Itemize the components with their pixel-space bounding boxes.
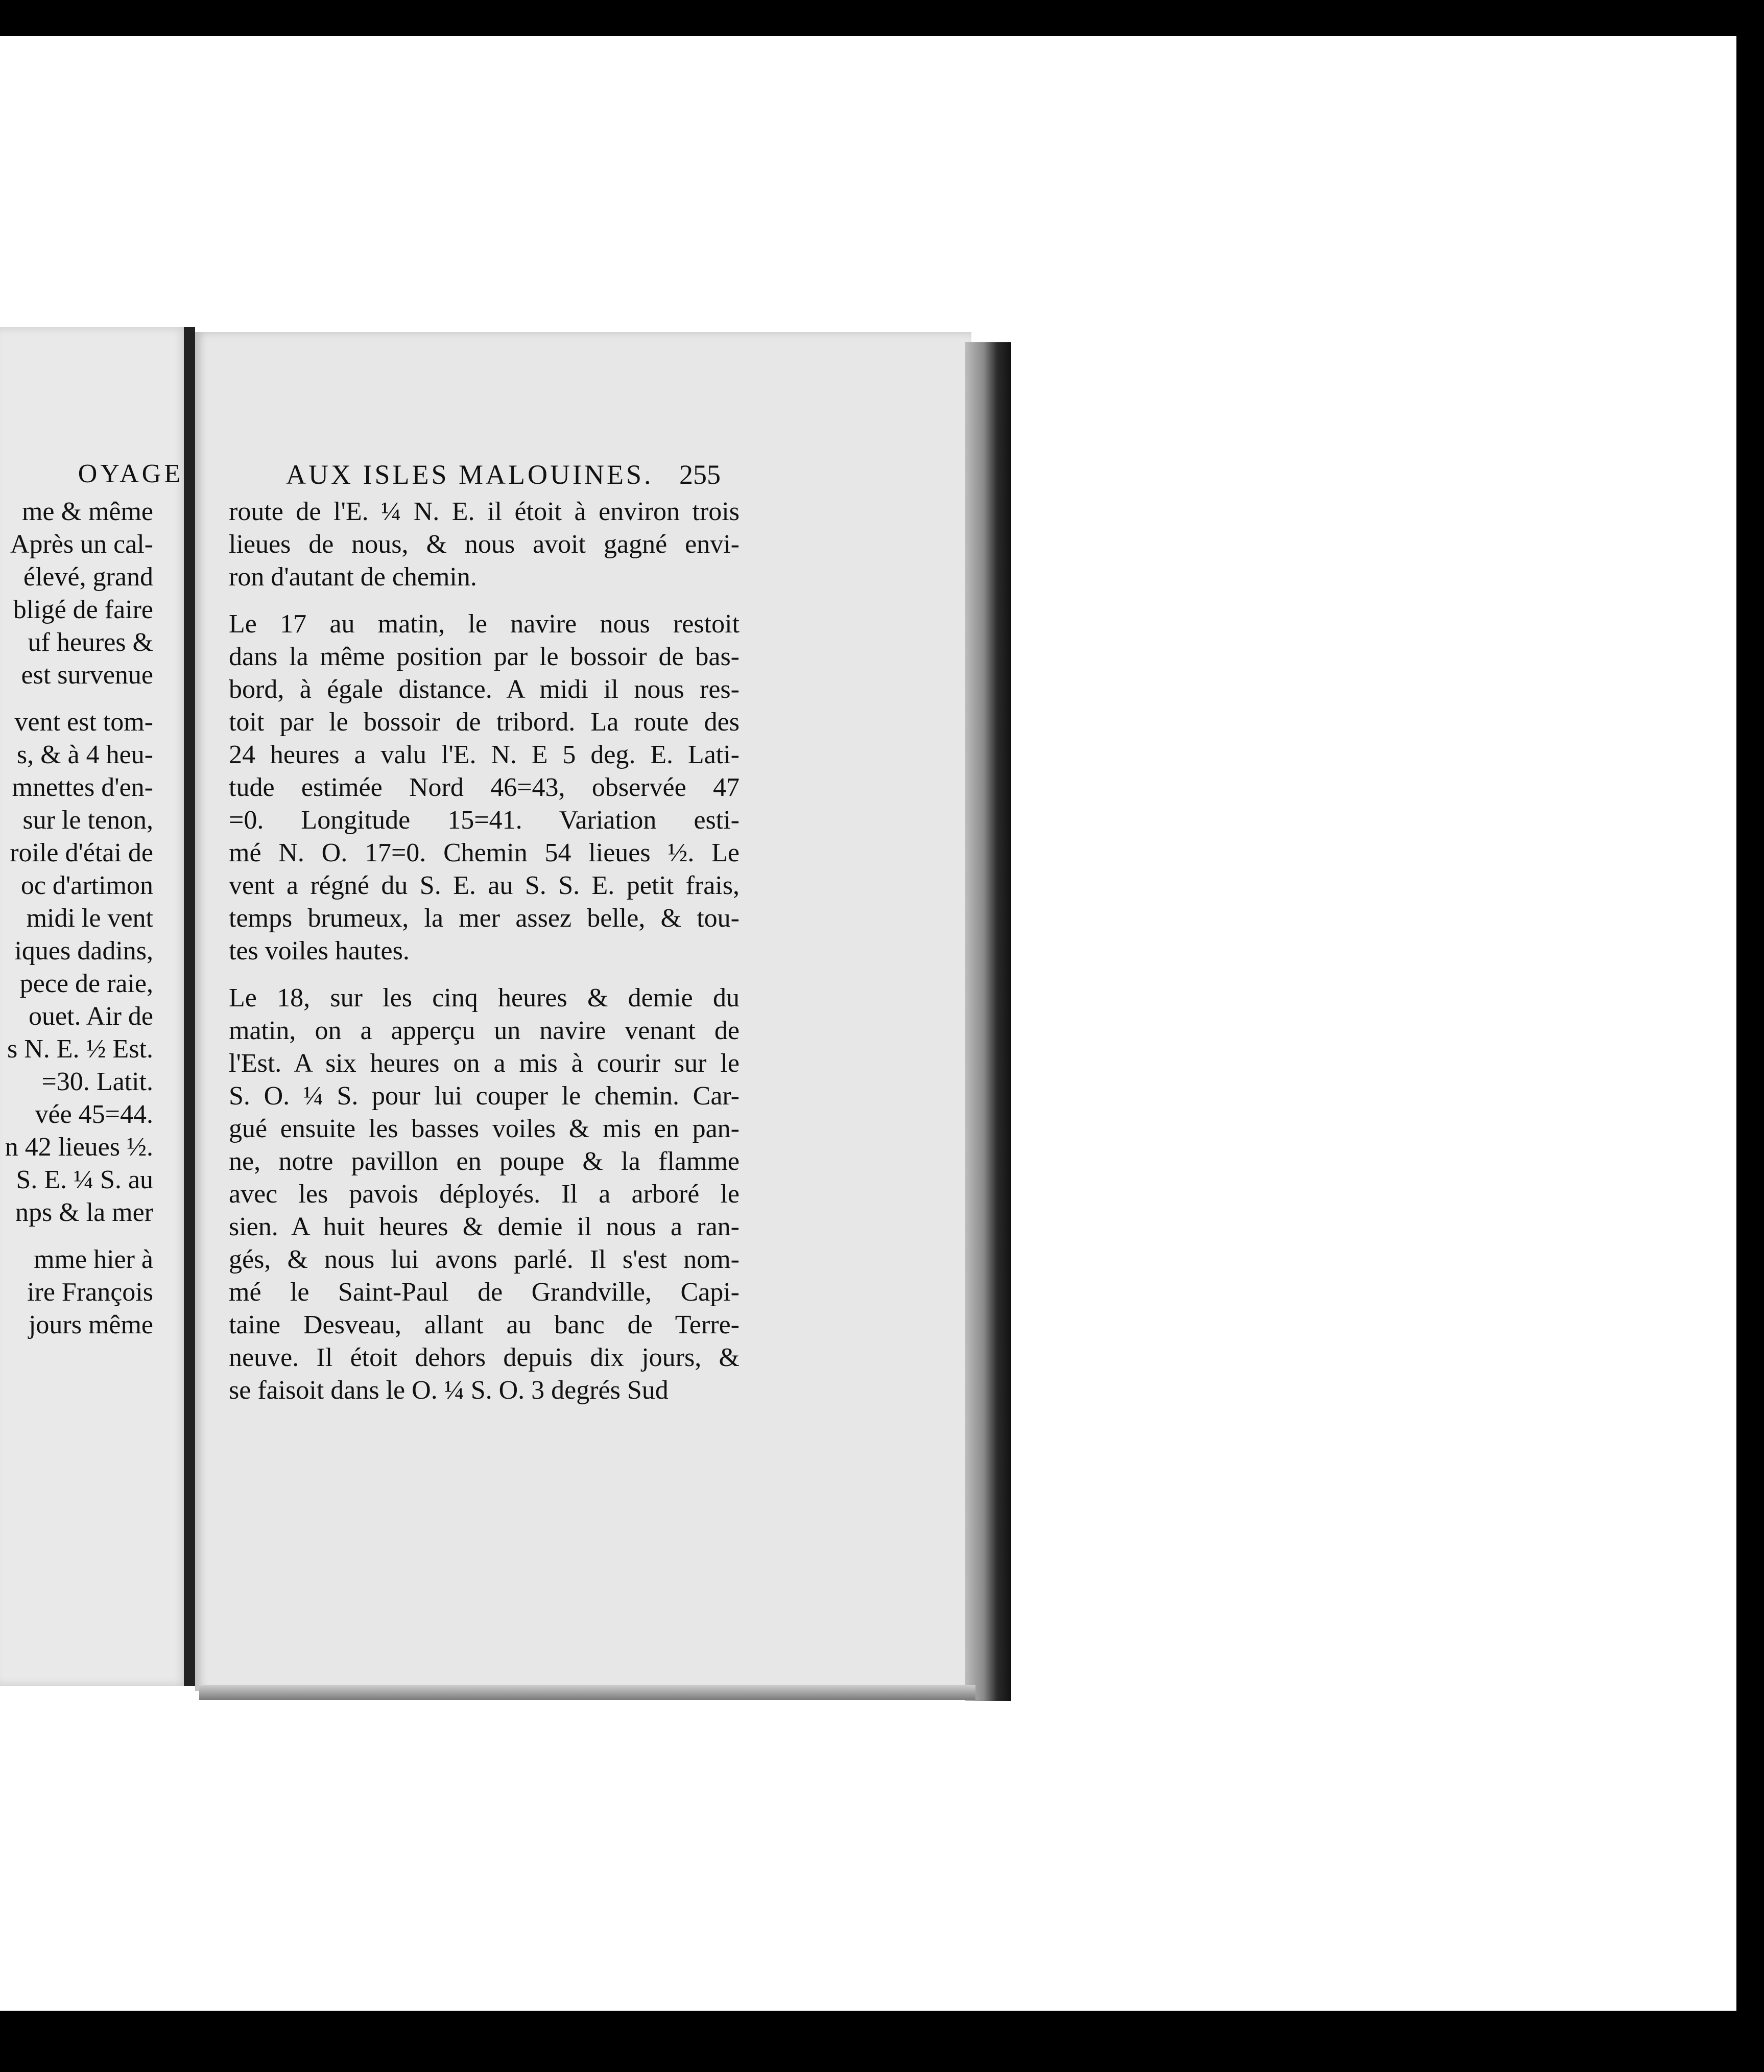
text-line: =30. Latit. [41, 1067, 153, 1096]
text-line: Le 18, sur les cinq heures & demie du [229, 983, 740, 1013]
text-line: roile d'étai de [10, 838, 153, 867]
text-line: matin, on a apperçu un navire venant de [229, 1016, 740, 1045]
scan-border-bottom [0, 2011, 1764, 2072]
text-line: pece de raie, [19, 969, 153, 998]
text-line: midi le vent [26, 904, 153, 933]
text-line: sien. A huit heures & demie il nous a ran- [229, 1212, 740, 1241]
text-line: 24 heures a valu l'E. N. E 5 deg. E. Lati- [229, 740, 740, 769]
text-line: Après un cal- [10, 530, 153, 559]
text-line: est survenue [21, 661, 153, 690]
paragraph-gap [5, 1229, 153, 1243]
text-line: dans la même position par le bossoir de bas- [229, 642, 740, 671]
page-number: 255 [679, 459, 721, 490]
text-line: lieues de nous, & nous avoit gagné envi- [229, 530, 740, 559]
text-line: taine Desveau, allant au banc de Terre- [229, 1310, 740, 1339]
text-line: toit par le bossoir de tribord. La route des [229, 708, 740, 737]
text-line: élevé, grand [23, 562, 153, 592]
text-line: route de l'E. ¼ N. E. il étoit à environ trois [229, 497, 740, 526]
book-gutter [184, 327, 195, 1686]
text-line: nps & la mer [15, 1198, 153, 1227]
text-line: me & même [21, 497, 153, 526]
text-line: ouet. Air de [28, 1002, 153, 1031]
paragraph-gap [229, 968, 740, 982]
text-line: oc d'artimon [20, 871, 153, 900]
text-line: mnettes d'en- [12, 773, 153, 802]
text-line: =0. Longitude 15=41. Variation esti- [229, 806, 740, 835]
text-line: mme hier à [34, 1245, 153, 1274]
text-line: l'Est. A six heures on a mis à courir sur le [229, 1049, 740, 1078]
page-bottom-edge [199, 1685, 975, 1700]
text-line: gés, & nous lui avons parlé. Il s'est nom- [229, 1245, 740, 1274]
text-line: bligé de faire [13, 595, 153, 624]
paragraph-gap [229, 594, 740, 608]
text-line: S. E. ¼ S. au [16, 1165, 153, 1194]
text-line: n 42 lieues ½. [5, 1133, 153, 1162]
text-line: Le 17 au matin, le navire nous restoit [229, 609, 740, 639]
text-line: neuve. Il étoit dehors depuis dix jours, & [229, 1343, 740, 1372]
left-running-head: OYAGE [78, 459, 183, 488]
text-line: s, & à 4 heu- [16, 740, 153, 769]
text-line: uf heures & [28, 628, 153, 657]
text-line: tes voiles hautes. [229, 936, 410, 966]
text-line: ron d'autant de chemin. [229, 562, 477, 592]
text-line: jours même [28, 1310, 153, 1339]
right-page-text [229, 496, 740, 1407]
text-line: mé le Saint-Paul de Grandville, Capi- [229, 1278, 740, 1307]
text-line: tude estimée Nord 46=43, observée 47 [229, 773, 740, 802]
text-line: vent est tom- [14, 708, 153, 737]
scan-border-right [1736, 36, 1764, 2013]
text-line: ne, notre pavillon en poupe & la flamme [229, 1147, 740, 1176]
text-line: temps brumeux, la mer assez belle, & tou- [229, 904, 740, 933]
text-line: mé N. O. 17=0. Chemin 54 lieues ½. Le [229, 838, 740, 867]
text-line: ire François [27, 1278, 153, 1307]
text-line: iques dadins, [14, 936, 153, 966]
paragraph-gap [5, 692, 153, 706]
page-stack-edge [965, 342, 1011, 1701]
left-page-text [5, 496, 153, 1341]
text-line: gué ensuite les basses voiles & mis en pan- [229, 1114, 740, 1143]
scan-border-top [0, 0, 1764, 41]
right-running-head: AUX ISLES MALOUINES. [286, 459, 654, 490]
text-line: avec les pavois déployés. Il a arboré le [229, 1180, 740, 1209]
text-line: S. O. ¼ S. pour lui couper le chemin. Car- [229, 1081, 740, 1111]
text-line: bord, à égale distance. A midi il nous res- [229, 675, 740, 704]
text-line: vée 45=44. [35, 1100, 153, 1129]
text-line: sur le tenon, [22, 806, 153, 835]
text-line: vent a régné du S. E. au S. S. E. petit frais, [229, 871, 740, 900]
text-line: s N. E. ½ Est. [7, 1034, 153, 1064]
text-line: se faisoit dans le O. ¼ S. O. 3 degrés Sud [229, 1376, 669, 1405]
